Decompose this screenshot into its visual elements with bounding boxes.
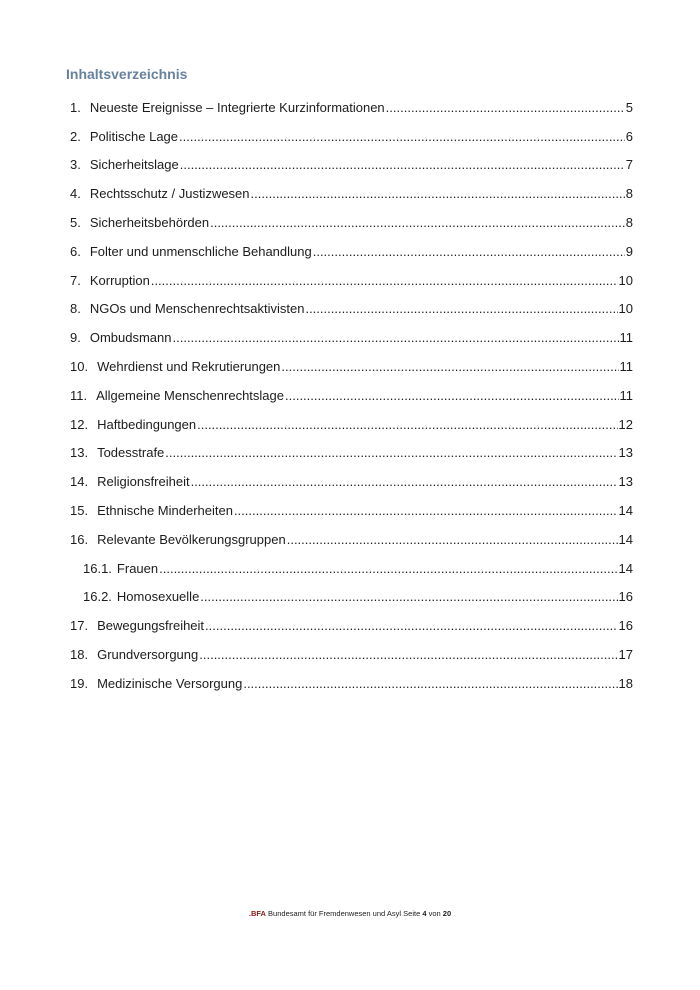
page-content (66, 64, 633, 698)
toc-entry-page: 13 (618, 445, 633, 461)
page-footer (0, 908, 700, 919)
toc-entry-number: 3. (70, 157, 81, 173)
toc-entry-label: Allgemeine Menschenrechtslage (96, 387, 284, 403)
toc-entry[interactable] (66, 583, 633, 612)
toc-leader-dots (197, 417, 617, 432)
toc-entry[interactable] (66, 381, 633, 410)
toc-leader-dots (173, 330, 619, 345)
toc-entry-number: 16.1. (83, 560, 112, 576)
toc-entry[interactable] (66, 410, 633, 439)
toc-entry[interactable] (66, 295, 633, 324)
toc-entry-label: Rechtsschutz / Justizwesen (89, 186, 250, 202)
toc-entry-page: 5 (625, 99, 633, 115)
toc-entry-page: 18 (618, 675, 633, 691)
footer-page-total: 20 (442, 909, 452, 918)
toc-leader-dots (151, 273, 618, 288)
toc-leader-dots (200, 589, 617, 604)
toc-entry[interactable] (66, 554, 633, 583)
toc-entry-number: 11. (70, 387, 88, 403)
toc-entry-number: 8. (70, 301, 81, 317)
toc-entry-number: 15. (70, 503, 89, 519)
toc-entry-number: 4. (70, 186, 81, 202)
toc-entry[interactable] (66, 669, 633, 698)
toc-entry-page: 6 (625, 128, 633, 144)
toc-entry[interactable] (66, 352, 633, 381)
toc-entry-number: 1. (70, 99, 81, 115)
toc-entry[interactable] (66, 93, 633, 122)
toc-entry[interactable] (66, 122, 633, 151)
toc-entry-number: 9. (70, 330, 81, 346)
toc-entry-number: 19. (70, 675, 89, 691)
toc-entry-label: Todesstrafe (97, 445, 165, 461)
toc-leader-dots (287, 532, 618, 547)
toc-entry-label: Neueste Ereignisse – Integrierte Kurzinformationen (89, 99, 385, 115)
toc-entry-label: Religionsfreiheit (97, 474, 190, 490)
toc-entry[interactable] (66, 525, 633, 554)
toc-entry-page: 11 (619, 359, 633, 375)
toc-entry-number: 16.2. (83, 589, 112, 605)
toc-entry-label: Korruption (89, 272, 150, 288)
toc-entry-number: 17. (70, 618, 89, 634)
toc-entry-label: Homosexuelle (116, 589, 200, 605)
toc-entry-number: 13. (70, 445, 89, 461)
toc-entry-page: 12 (618, 416, 633, 432)
toc-leader-dots (159, 561, 617, 576)
toc-entry[interactable] (66, 323, 633, 352)
toc-leader-dots (180, 157, 625, 172)
toc-entry[interactable] (66, 237, 633, 266)
footer-org-name: Bundesamt für Fremdenwesen und Asyl (268, 909, 402, 918)
toc-leader-dots (210, 215, 625, 230)
toc-leader-dots (313, 244, 625, 259)
toc-entry-label: Folter und unmenschliche Behandlung (89, 243, 312, 259)
toc-entry-number: 10. (70, 359, 89, 375)
toc-entry[interactable] (66, 266, 633, 295)
toc-entry[interactable] (66, 208, 633, 237)
toc-entry-number: 16. (70, 531, 89, 547)
toc-entry-number: 7. (70, 272, 81, 288)
toc-entry-page: 8 (625, 186, 633, 202)
toc-entry-label: NGOs und Menschenrechtsaktivisten (89, 301, 305, 317)
toc-entry[interactable] (66, 439, 633, 468)
toc-entry-number: 18. (70, 647, 89, 663)
toc-entry[interactable] (66, 179, 633, 208)
toc-entry-page: 16 (618, 618, 633, 634)
toc-entry-label: Sicherheitsbehörden (89, 215, 210, 231)
toc-entry-label: Haftbedingungen (97, 416, 197, 432)
toc-entry-label: Ombudsmann (89, 330, 172, 346)
footer-page-current: 4 (422, 909, 427, 918)
toc-entry-page: 7 (625, 157, 633, 173)
toc-entry-label: Bewegungsfreiheit (97, 618, 205, 634)
toc-leader-dots (243, 676, 617, 691)
page-title: Inhaltsverzeichnis (66, 66, 188, 82)
toc-entry-page: 14 (618, 531, 633, 547)
toc-entry-page: 8 (625, 215, 633, 231)
toc-entry-page: 17 (618, 647, 633, 663)
toc-leader-dots (234, 503, 618, 518)
footer-of-word: von (428, 909, 441, 918)
toc-entry-number: 14. (70, 474, 89, 490)
toc-entry-number: 2. (70, 128, 81, 144)
toc-entry-label: Politische Lage (89, 128, 179, 144)
toc-leader-dots (179, 129, 625, 144)
toc-entry-number: 6. (70, 243, 81, 259)
footer-page-word: Seite (403, 909, 421, 918)
toc-entry-label: Medizinische Versorgung (97, 675, 243, 691)
toc-entry-page: 16 (618, 589, 633, 605)
toc-entry-page: 14 (618, 503, 633, 519)
toc-entry-page: 10 (618, 272, 633, 288)
toc-entry-page: 11 (619, 330, 633, 346)
toc-leader-dots (205, 618, 617, 633)
table-of-contents (66, 93, 633, 698)
toc-entry-label: Relevante Bevölkerungsgruppen (97, 531, 286, 547)
toc-entry-page: 9 (625, 243, 633, 259)
toc-entry[interactable] (66, 467, 633, 496)
toc-leader-dots (285, 388, 619, 403)
toc-entry-number: 12. (70, 416, 89, 432)
toc-entry-label: Wehrdienst und Rekrutierungen (97, 359, 281, 375)
toc-entry[interactable] (66, 611, 633, 640)
toc-entry-label: Frauen (116, 560, 159, 576)
footer-bfa-logo: .BFA (248, 909, 266, 918)
toc-entry-page: 14 (618, 560, 633, 576)
toc-leader-dots (386, 100, 625, 115)
toc-entry-label: Grundversorgung (97, 647, 199, 663)
toc-entry-page: 11 (619, 387, 633, 403)
toc-entry-label: Sicherheitslage (89, 157, 179, 173)
toc-leader-dots (251, 186, 625, 201)
toc-leader-dots (281, 359, 618, 374)
toc-entry[interactable] (66, 151, 633, 180)
toc-entry-number: 5. (70, 215, 81, 231)
toc-leader-dots (165, 445, 617, 460)
toc-leader-dots (191, 474, 618, 489)
toc-leader-dots (199, 647, 617, 662)
toc-entry[interactable] (66, 640, 633, 669)
toc-entry[interactable] (66, 496, 633, 525)
toc-entry-label: Ethnische Minderheiten (97, 503, 233, 519)
toc-entry-page: 13 (618, 474, 633, 490)
toc-leader-dots (305, 301, 617, 316)
toc-entry-page: 10 (618, 301, 633, 317)
